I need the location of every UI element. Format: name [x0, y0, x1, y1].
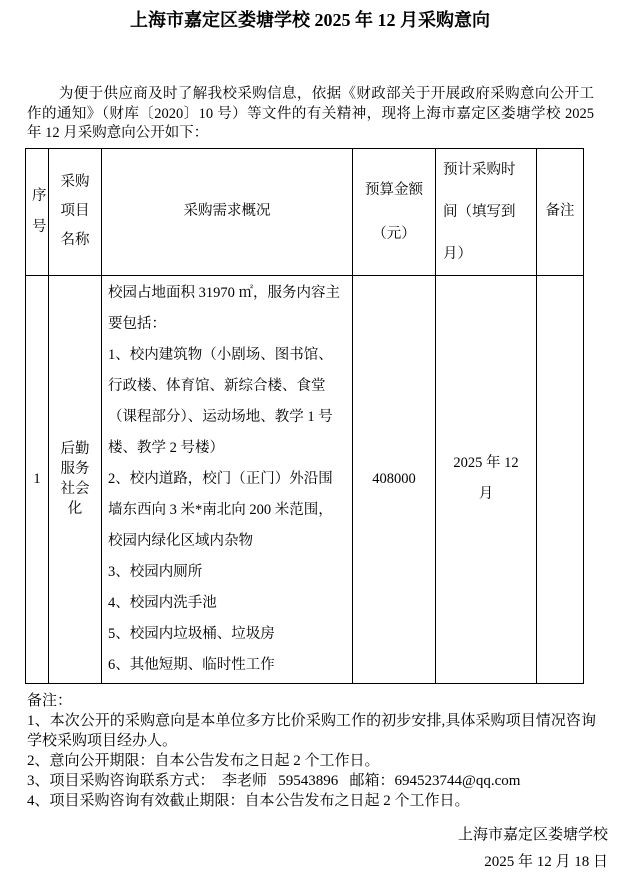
document-page [0, 9, 620, 876]
header-index: 序号 [26, 148, 49, 275]
cell-time: 2025 年 12 月 [436, 275, 537, 683]
signature-date: 2025 年 12 月 18 日 [484, 853, 608, 870]
signature-org: 上海市嘉定区娄塘学校 [457, 826, 608, 843]
demand-line: 3、校园内厕所 [108, 563, 203, 580]
header-demand: 采购需求概况 [102, 148, 353, 275]
notes-label: 备注： [27, 692, 73, 709]
page-title: 上海市嘉定区娄塘学校 2025 年 12 月采购意向 [130, 10, 490, 30]
demand-line: 校园占地面积 31970 ㎡，服务内容主要包括： [108, 284, 340, 332]
table-header-row [26, 148, 584, 275]
signature-block [0, 822, 608, 876]
cell-project-name: 后勤服务社会化 [49, 275, 102, 683]
demand-line: 6、其他短期、临时性工作 [108, 656, 275, 673]
header-remark: 备注 [537, 148, 584, 275]
demand-line: 5、校园内垃圾桶、垃圾房 [108, 625, 275, 642]
cell-remark [537, 275, 584, 683]
table-row [26, 275, 584, 683]
notes-section [27, 691, 596, 811]
demand-line: 2、校内道路，校门（正门）外沿围墙东西向 3 米*南北向 200 米范围，校园内绿化区域内杂物 [108, 470, 333, 549]
header-budget: 预算金额（元） [353, 148, 436, 275]
procurement-table [25, 148, 584, 684]
cell-budget: 408000 [353, 275, 436, 683]
demand-line: 1、校内建筑物（小剧场、图书馆、行政楼、体育馆、新综合楼、食堂（课程部分）、运动场地、教学 1 号楼、教学 2 号楼） [108, 346, 333, 456]
note-item: 4、项目采购咨询有效截止期限：自本公告发布之日起 2 个工作日。 [27, 792, 470, 809]
header-time: 预计采购时间（填写到月） [436, 148, 537, 275]
note-item: 1、本次公开的采购意向是本单位多方比价采购工作的初步安排,具体采购项目情况咨询学校采购项目经办人。 [27, 712, 596, 749]
note-item: 3、项目采购咨询联系方式： 李老师 59543896 邮箱：694523744@qq.com [27, 772, 521, 789]
note-item: 2、意向公开期限：自本公告发布之日起 2 个工作日。 [27, 752, 380, 769]
header-project-name: 采购项目名称 [49, 148, 102, 275]
cell-demand [102, 275, 353, 683]
demand-line: 4、校园内洗手池 [108, 594, 217, 611]
cell-index: 1 [26, 275, 49, 683]
intro-paragraph: 为便于供应商及时了解我校采购信息，依据《财政部关于开展政府采购意向公开工作的通知》（财库〔2020〕10 号）等文件的有关精神，现将上海市嘉定区娄塘学校 2025 年 12 月采购意向公开如下： [27, 86, 594, 141]
